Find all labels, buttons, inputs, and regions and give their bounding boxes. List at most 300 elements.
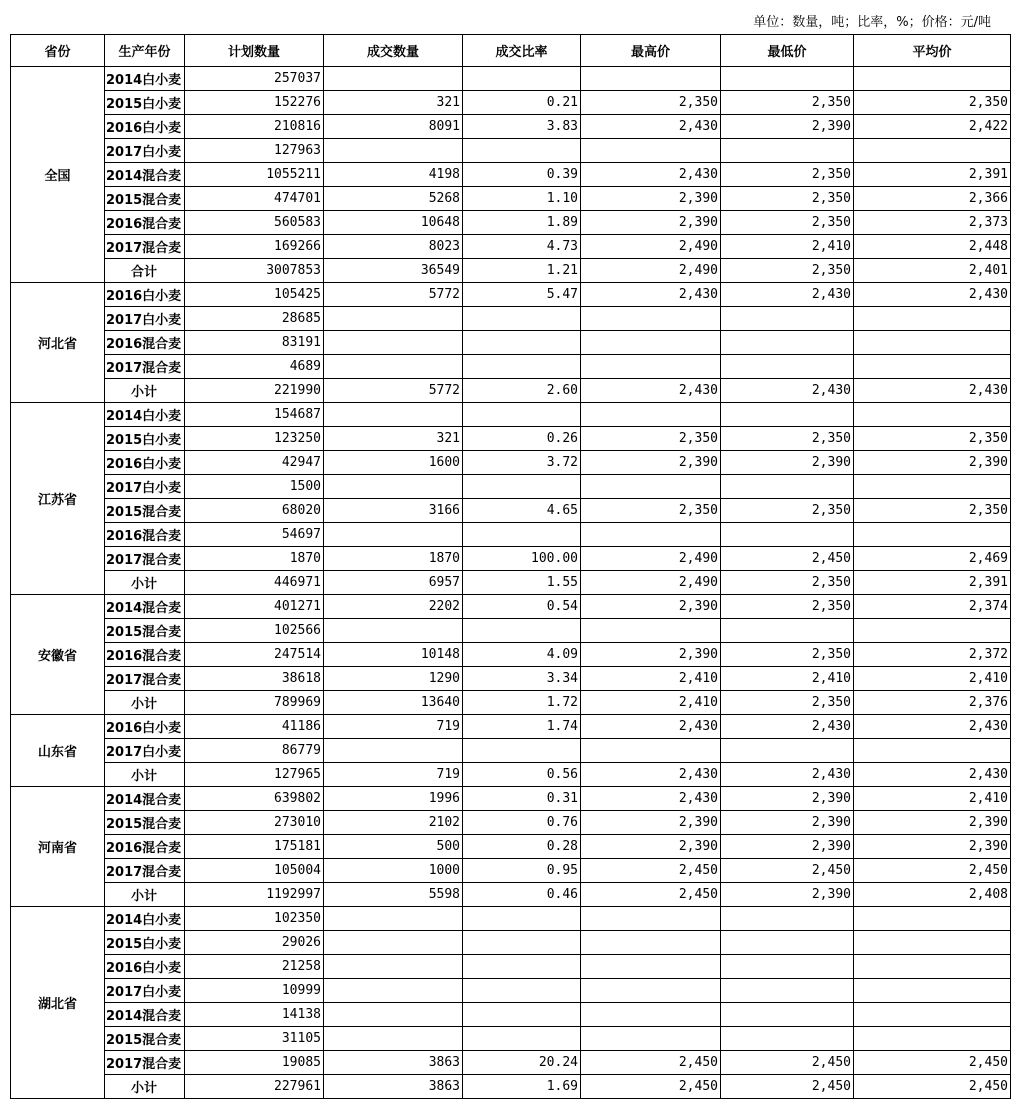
table-row <box>11 643 1011 667</box>
max-price-cell <box>581 931 721 955</box>
avg-price-cell <box>854 907 1011 931</box>
max-price-cell <box>581 739 721 763</box>
min-price-cell <box>721 355 854 379</box>
planned-qty-cell: 83191 <box>185 331 324 355</box>
table-row <box>11 307 1011 331</box>
trade-ratio-cell: 4.65 <box>463 499 581 523</box>
max-price-cell: 2,390 <box>581 595 721 619</box>
table-row <box>11 547 1011 571</box>
trade-ratio-cell <box>463 403 581 427</box>
avg-price-cell <box>854 355 1011 379</box>
max-price-cell: 2,430 <box>581 787 721 811</box>
max-price-cell: 2,490 <box>581 235 721 259</box>
traded-qty-cell <box>324 619 463 643</box>
max-price-cell: 2,430 <box>581 163 721 187</box>
avg-price-cell: 2,450 <box>854 1051 1011 1075</box>
avg-price-cell: 2,373 <box>854 211 1011 235</box>
max-price-cell <box>581 619 721 643</box>
max-price-cell: 2,350 <box>581 499 721 523</box>
year-cell: 2014白小麦 <box>105 403 185 427</box>
table-row <box>11 1051 1011 1075</box>
header-row <box>11 35 1011 67</box>
avg-price-cell: 2,390 <box>854 811 1011 835</box>
traded-qty-cell: 4198 <box>324 163 463 187</box>
year-cell: 2017混合麦 <box>105 235 185 259</box>
table-row <box>11 691 1011 715</box>
planned-qty-cell: 21258 <box>185 955 324 979</box>
province-cell: 山东省 <box>11 715 105 787</box>
planned-qty-cell: 401271 <box>185 595 324 619</box>
year-cell: 2017白小麦 <box>105 139 185 163</box>
traded-qty-cell <box>324 139 463 163</box>
year-cell: 2014白小麦 <box>105 67 185 91</box>
max-price-cell: 2,390 <box>581 187 721 211</box>
planned-qty-cell: 789969 <box>185 691 324 715</box>
year-cell: 2015混合麦 <box>105 811 185 835</box>
planned-qty-cell: 19085 <box>185 1051 324 1075</box>
planned-qty-cell: 257037 <box>185 67 324 91</box>
trade-ratio-cell <box>463 619 581 643</box>
year-cell: 小计 <box>105 1075 185 1099</box>
traded-qty-cell: 5268 <box>324 187 463 211</box>
table-row <box>11 211 1011 235</box>
planned-qty-cell: 273010 <box>185 811 324 835</box>
avg-price-cell <box>854 739 1011 763</box>
min-price-cell <box>721 1027 854 1051</box>
year-cell: 2016混合麦 <box>105 211 185 235</box>
year-cell: 2017白小麦 <box>105 979 185 1003</box>
year-cell: 2015混合麦 <box>105 1027 185 1051</box>
avg-price-cell <box>854 139 1011 163</box>
header-traded-qty: 成交数量 <box>324 35 463 67</box>
planned-qty-cell: 227961 <box>185 1075 324 1099</box>
planned-qty-cell: 154687 <box>185 403 324 427</box>
trade-ratio-cell: 0.76 <box>463 811 581 835</box>
avg-price-cell: 2,390 <box>854 835 1011 859</box>
unit-note: 单位：数量，吨；比率，%；价格：元/吨 <box>753 15 991 30</box>
table-row <box>11 979 1011 1003</box>
planned-qty-cell: 639802 <box>185 787 324 811</box>
max-price-cell: 2,390 <box>581 643 721 667</box>
avg-price-cell <box>854 931 1011 955</box>
min-price-cell <box>721 931 854 955</box>
min-price-cell: 2,430 <box>721 763 854 787</box>
year-cell: 2016混合麦 <box>105 835 185 859</box>
province-cell: 湖北省 <box>11 907 105 1099</box>
year-cell: 2016白小麦 <box>105 715 185 739</box>
min-price-cell: 2,350 <box>721 211 854 235</box>
traded-qty-cell <box>324 355 463 379</box>
max-price-cell: 2,450 <box>581 859 721 883</box>
table-row <box>11 955 1011 979</box>
traded-qty-cell: 3863 <box>324 1075 463 1099</box>
table-row <box>11 571 1011 595</box>
planned-qty-cell: 127963 <box>185 139 324 163</box>
min-price-cell: 2,390 <box>721 883 854 907</box>
table-row <box>11 475 1011 499</box>
auction-results-table <box>10 34 1011 1099</box>
max-price-cell: 2,410 <box>581 691 721 715</box>
table-row <box>11 115 1011 139</box>
avg-price-cell <box>854 307 1011 331</box>
table-row <box>11 1027 1011 1051</box>
planned-qty-cell: 1055211 <box>185 163 324 187</box>
min-price-cell: 2,350 <box>721 91 854 115</box>
planned-qty-cell: 105004 <box>185 859 324 883</box>
traded-qty-cell: 719 <box>324 715 463 739</box>
traded-qty-cell: 1600 <box>324 451 463 475</box>
planned-qty-cell: 31105 <box>185 1027 324 1051</box>
year-cell: 2015混合麦 <box>105 619 185 643</box>
min-price-cell: 2,350 <box>721 571 854 595</box>
year-cell: 2017白小麦 <box>105 307 185 331</box>
max-price-cell: 2,450 <box>581 1051 721 1075</box>
traded-qty-cell: 3863 <box>324 1051 463 1075</box>
traded-qty-cell: 13640 <box>324 691 463 715</box>
table-row <box>11 763 1011 787</box>
planned-qty-cell: 54697 <box>185 523 324 547</box>
year-cell: 小计 <box>105 691 185 715</box>
traded-qty-cell <box>324 403 463 427</box>
avg-price-cell <box>854 403 1011 427</box>
traded-qty-cell: 321 <box>324 91 463 115</box>
planned-qty-cell: 247514 <box>185 643 324 667</box>
trade-ratio-cell <box>463 907 581 931</box>
max-price-cell <box>581 355 721 379</box>
max-price-cell: 2,450 <box>581 883 721 907</box>
avg-price-cell: 2,390 <box>854 451 1011 475</box>
avg-price-cell: 2,430 <box>854 763 1011 787</box>
min-price-cell: 2,350 <box>721 499 854 523</box>
traded-qty-cell: 10648 <box>324 211 463 235</box>
traded-qty-cell <box>324 739 463 763</box>
trade-ratio-cell: 0.28 <box>463 835 581 859</box>
province-cell: 河北省 <box>11 283 105 403</box>
header-province: 省份 <box>11 35 105 67</box>
traded-qty-cell: 6957 <box>324 571 463 595</box>
table-row <box>11 523 1011 547</box>
table-row <box>11 259 1011 283</box>
avg-price-cell: 2,350 <box>854 91 1011 115</box>
table-row <box>11 67 1011 91</box>
year-cell: 2016白小麦 <box>105 115 185 139</box>
traded-qty-cell: 3166 <box>324 499 463 523</box>
year-cell: 2016混合麦 <box>105 523 185 547</box>
traded-qty-cell <box>324 331 463 355</box>
header-year: 生产年份 <box>105 35 185 67</box>
max-price-cell: 2,450 <box>581 1075 721 1099</box>
trade-ratio-cell: 0.21 <box>463 91 581 115</box>
planned-qty-cell: 102350 <box>185 907 324 931</box>
year-cell: 合计 <box>105 259 185 283</box>
traded-qty-cell: 36549 <box>324 259 463 283</box>
min-price-cell: 2,350 <box>721 163 854 187</box>
planned-qty-cell: 68020 <box>185 499 324 523</box>
trade-ratio-cell: 1.10 <box>463 187 581 211</box>
min-price-cell: 2,450 <box>721 1051 854 1075</box>
max-price-cell: 2,390 <box>581 451 721 475</box>
max-price-cell: 2,430 <box>581 763 721 787</box>
avg-price-cell: 2,408 <box>854 883 1011 907</box>
max-price-cell <box>581 1027 721 1051</box>
avg-price-cell <box>854 475 1011 499</box>
min-price-cell: 2,390 <box>721 787 854 811</box>
year-cell: 2017混合麦 <box>105 1051 185 1075</box>
planned-qty-cell: 102566 <box>185 619 324 643</box>
traded-qty-cell: 1000 <box>324 859 463 883</box>
traded-qty-cell: 321 <box>324 427 463 451</box>
table-row <box>11 139 1011 163</box>
traded-qty-cell: 719 <box>324 763 463 787</box>
table-row <box>11 1075 1011 1099</box>
max-price-cell <box>581 979 721 1003</box>
trade-ratio-cell: 100.00 <box>463 547 581 571</box>
avg-price-cell: 2,430 <box>854 715 1011 739</box>
avg-price-cell: 2,372 <box>854 643 1011 667</box>
trade-ratio-cell: 0.95 <box>463 859 581 883</box>
traded-qty-cell <box>324 955 463 979</box>
year-cell: 2015白小麦 <box>105 91 185 115</box>
trade-ratio-cell: 4.09 <box>463 643 581 667</box>
trade-ratio-cell: 0.56 <box>463 763 581 787</box>
traded-qty-cell: 2102 <box>324 811 463 835</box>
min-price-cell <box>721 1003 854 1027</box>
min-price-cell: 2,350 <box>721 691 854 715</box>
min-price-cell <box>721 907 854 931</box>
planned-qty-cell: 446971 <box>185 571 324 595</box>
traded-qty-cell <box>324 67 463 91</box>
table-row <box>11 379 1011 403</box>
max-price-cell: 2,390 <box>581 835 721 859</box>
min-price-cell: 2,430 <box>721 715 854 739</box>
planned-qty-cell: 29026 <box>185 931 324 955</box>
min-price-cell: 2,430 <box>721 379 854 403</box>
trade-ratio-cell <box>463 475 581 499</box>
year-cell: 2017混合麦 <box>105 547 185 571</box>
year-cell: 2017混合麦 <box>105 859 185 883</box>
min-price-cell <box>721 139 854 163</box>
trade-ratio-cell: 0.31 <box>463 787 581 811</box>
year-cell: 小计 <box>105 379 185 403</box>
year-cell: 2017混合麦 <box>105 355 185 379</box>
min-price-cell: 2,450 <box>721 859 854 883</box>
planned-qty-cell: 1500 <box>185 475 324 499</box>
min-price-cell: 2,350 <box>721 187 854 211</box>
trade-ratio-cell: 20.24 <box>463 1051 581 1075</box>
max-price-cell: 2,430 <box>581 283 721 307</box>
max-price-cell <box>581 139 721 163</box>
trade-ratio-cell: 0.54 <box>463 595 581 619</box>
planned-qty-cell: 1870 <box>185 547 324 571</box>
year-cell: 2016白小麦 <box>105 955 185 979</box>
trade-ratio-cell <box>463 355 581 379</box>
avg-price-cell: 2,469 <box>854 547 1011 571</box>
min-price-cell: 2,390 <box>721 835 854 859</box>
max-price-cell: 2,390 <box>581 811 721 835</box>
min-price-cell: 2,450 <box>721 547 854 571</box>
trade-ratio-cell: 3.72 <box>463 451 581 475</box>
min-price-cell: 2,390 <box>721 115 854 139</box>
table-row <box>11 403 1011 427</box>
avg-price-cell <box>854 955 1011 979</box>
max-price-cell: 2,430 <box>581 115 721 139</box>
table-row <box>11 163 1011 187</box>
traded-qty-cell: 8091 <box>324 115 463 139</box>
header-avg-price: 平均价 <box>854 35 1011 67</box>
min-price-cell <box>721 979 854 1003</box>
table-row <box>11 739 1011 763</box>
trade-ratio-cell: 1.21 <box>463 259 581 283</box>
min-price-cell: 2,390 <box>721 811 854 835</box>
avg-price-cell: 2,422 <box>854 115 1011 139</box>
avg-price-cell: 2,374 <box>854 595 1011 619</box>
planned-qty-cell: 14138 <box>185 1003 324 1027</box>
min-price-cell <box>721 523 854 547</box>
min-price-cell <box>721 307 854 331</box>
planned-qty-cell: 221990 <box>185 379 324 403</box>
max-price-cell <box>581 403 721 427</box>
table-row <box>11 619 1011 643</box>
header-trade-ratio: 成交比率 <box>463 35 581 67</box>
year-cell: 2014混合麦 <box>105 1003 185 1027</box>
traded-qty-cell <box>324 979 463 1003</box>
trade-ratio-cell: 1.89 <box>463 211 581 235</box>
year-cell: 2016混合麦 <box>105 643 185 667</box>
table-row <box>11 499 1011 523</box>
planned-qty-cell: 175181 <box>185 835 324 859</box>
avg-price-cell: 2,391 <box>854 571 1011 595</box>
min-price-cell: 2,350 <box>721 427 854 451</box>
trade-ratio-cell <box>463 739 581 763</box>
trade-ratio-cell <box>463 979 581 1003</box>
planned-qty-cell: 105425 <box>185 283 324 307</box>
traded-qty-cell <box>324 1027 463 1051</box>
traded-qty-cell: 1870 <box>324 547 463 571</box>
avg-price-cell: 2,450 <box>854 859 1011 883</box>
planned-qty-cell: 152276 <box>185 91 324 115</box>
trade-ratio-cell <box>463 67 581 91</box>
table-row <box>11 427 1011 451</box>
trade-ratio-cell: 0.39 <box>463 163 581 187</box>
avg-price-cell: 2,448 <box>854 235 1011 259</box>
year-cell: 2015混合麦 <box>105 187 185 211</box>
traded-qty-cell: 5598 <box>324 883 463 907</box>
table-row <box>11 91 1011 115</box>
max-price-cell: 2,350 <box>581 427 721 451</box>
year-cell: 小计 <box>105 763 185 787</box>
avg-price-cell: 2,350 <box>854 427 1011 451</box>
traded-qty-cell <box>324 475 463 499</box>
table-row <box>11 931 1011 955</box>
table-row <box>11 355 1011 379</box>
year-cell: 2014混合麦 <box>105 595 185 619</box>
traded-qty-cell: 1290 <box>324 667 463 691</box>
table-body <box>11 67 1011 1099</box>
table-row <box>11 835 1011 859</box>
trade-ratio-cell: 0.46 <box>463 883 581 907</box>
planned-qty-cell: 41186 <box>185 715 324 739</box>
max-price-cell <box>581 523 721 547</box>
year-cell: 2016混合麦 <box>105 331 185 355</box>
trade-ratio-cell: 1.74 <box>463 715 581 739</box>
trade-ratio-cell: 1.55 <box>463 571 581 595</box>
max-price-cell <box>581 307 721 331</box>
table-row <box>11 187 1011 211</box>
min-price-cell <box>721 403 854 427</box>
year-cell: 2017白小麦 <box>105 475 185 499</box>
max-price-cell: 2,430 <box>581 379 721 403</box>
avg-price-cell <box>854 331 1011 355</box>
min-price-cell: 2,410 <box>721 235 854 259</box>
province-cell: 全国 <box>11 67 105 283</box>
min-price-cell: 2,430 <box>721 283 854 307</box>
trade-ratio-cell: 3.34 <box>463 667 581 691</box>
table-row <box>11 787 1011 811</box>
table-row <box>11 811 1011 835</box>
max-price-cell: 2,390 <box>581 211 721 235</box>
min-price-cell <box>721 955 854 979</box>
planned-qty-cell: 474701 <box>185 187 324 211</box>
max-price-cell <box>581 907 721 931</box>
province-cell: 江苏省 <box>11 403 105 595</box>
table-row <box>11 859 1011 883</box>
traded-qty-cell: 1996 <box>324 787 463 811</box>
planned-qty-cell: 10999 <box>185 979 324 1003</box>
table-row <box>11 451 1011 475</box>
avg-price-cell <box>854 1027 1011 1051</box>
year-cell: 2016白小麦 <box>105 283 185 307</box>
planned-qty-cell: 560583 <box>185 211 324 235</box>
year-cell: 2015混合麦 <box>105 499 185 523</box>
year-cell: 2017混合麦 <box>105 667 185 691</box>
avg-price-cell <box>854 523 1011 547</box>
avg-price-cell: 2,376 <box>854 691 1011 715</box>
traded-qty-cell <box>324 307 463 331</box>
max-price-cell: 2,490 <box>581 259 721 283</box>
trade-ratio-cell: 2.60 <box>463 379 581 403</box>
avg-price-cell: 2,430 <box>854 379 1011 403</box>
planned-qty-cell: 28685 <box>185 307 324 331</box>
table-row <box>11 331 1011 355</box>
trade-ratio-cell <box>463 139 581 163</box>
header-planned-qty: 计划数量 <box>185 35 324 67</box>
avg-price-cell: 2,366 <box>854 187 1011 211</box>
traded-qty-cell <box>324 907 463 931</box>
planned-qty-cell: 3007853 <box>185 259 324 283</box>
traded-qty-cell: 8023 <box>324 235 463 259</box>
trade-ratio-cell <box>463 1003 581 1027</box>
table-row <box>11 883 1011 907</box>
year-cell: 2015白小麦 <box>105 931 185 955</box>
trade-ratio-cell: 0.26 <box>463 427 581 451</box>
max-price-cell: 2,410 <box>581 667 721 691</box>
max-price-cell <box>581 331 721 355</box>
trade-ratio-cell <box>463 331 581 355</box>
min-price-cell: 2,350 <box>721 643 854 667</box>
year-cell: 2016白小麦 <box>105 451 185 475</box>
max-price-cell: 2,490 <box>581 571 721 595</box>
avg-price-cell <box>854 979 1011 1003</box>
planned-qty-cell: 210816 <box>185 115 324 139</box>
avg-price-cell: 2,401 <box>854 259 1011 283</box>
trade-ratio-cell <box>463 307 581 331</box>
min-price-cell <box>721 619 854 643</box>
trade-ratio-cell <box>463 523 581 547</box>
traded-qty-cell: 2202 <box>324 595 463 619</box>
max-price-cell <box>581 475 721 499</box>
min-price-cell <box>721 331 854 355</box>
traded-qty-cell: 5772 <box>324 379 463 403</box>
